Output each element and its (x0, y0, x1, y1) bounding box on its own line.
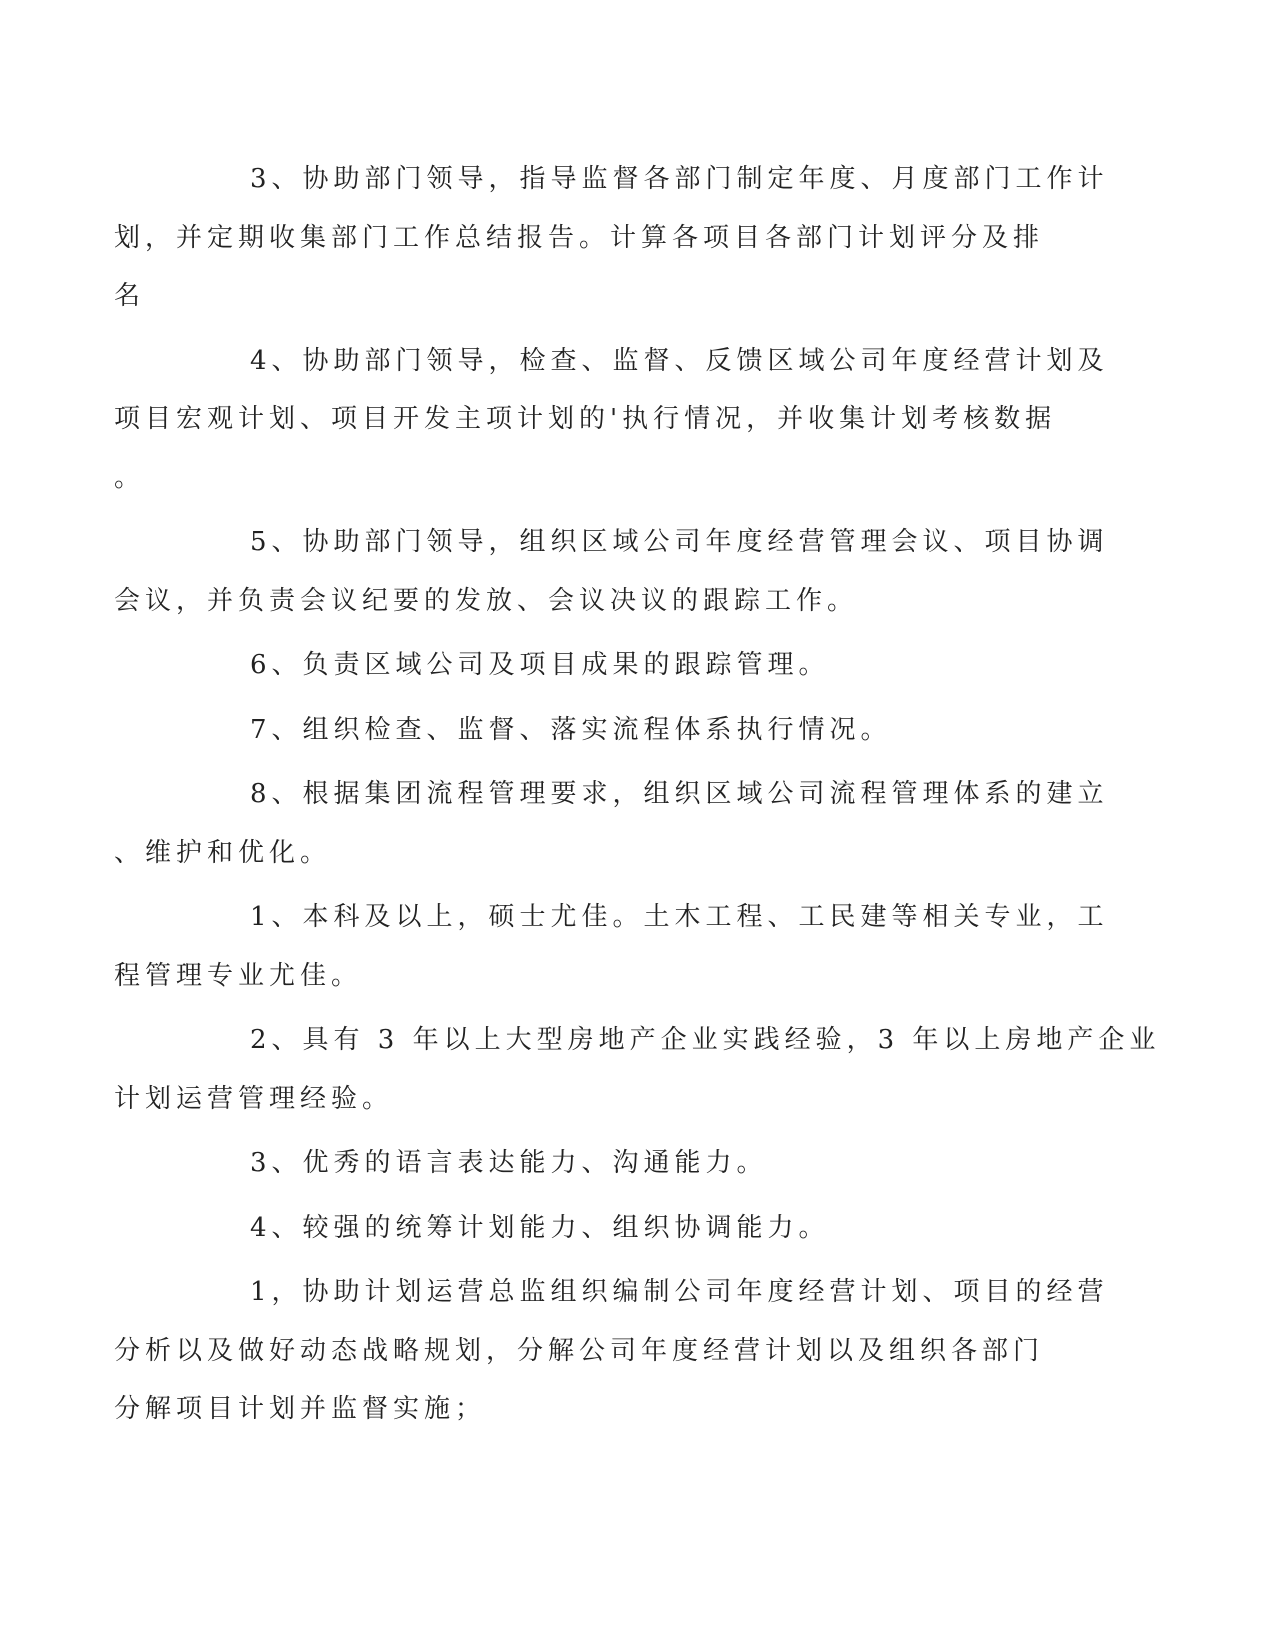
text-line: 2、具有 3 年以上大型房地产企业实践经验，3 年以上房地产企业 (250, 1025, 1161, 1055)
text-line: 、维护和优化。 (114, 837, 332, 868)
text-line: 计划运营管理经验。 (114, 1083, 394, 1114)
paragraph-duty-8 (114, 765, 1109, 882)
text-line: 程管理专业尤佳。 (114, 960, 363, 991)
text-line: 6、负责区域公司及项目成果的跟踪管理。 (250, 650, 830, 680)
paragraph-duty-6 (182, 636, 1032, 695)
document-body (114, 150, 1161, 1445)
text-line: 分析以及做好动态战略规划，分解公司年度经营计划以及组织各部门 (114, 1335, 1045, 1366)
text-line: 分解项目计划并监督实施； (114, 1394, 487, 1424)
text-line: 1，协助计划运营总监组织编制公司年度经营计划、项目的经营 (250, 1277, 1109, 1307)
text-line: 1、本科及以上，硕士尤佳。土木工程、工民建等相关专业，工 (250, 902, 1109, 932)
text-line: 7、组织检查、监督、落实流程体系执行情况。 (250, 714, 892, 745)
text-line: 名 (114, 281, 146, 311)
paragraph-requirement-2 (114, 1011, 1161, 1128)
paragraph-requirement-4 (182, 1199, 1032, 1258)
paragraph-requirement-1 (114, 888, 1109, 1005)
text-line: 5、协助部门领导，组织区域公司年度经营管理会议、项目协调 (250, 527, 1109, 557)
text-line: 项目宏观计划、项目开发主项计划的'执行情况，并收集计划考核数据 (114, 404, 1057, 434)
paragraph-requirement-3 (182, 1134, 1032, 1193)
paragraph-duty-5 (114, 513, 1109, 630)
text-line: 4、较强的统筹计划能力、组织协调能力。 (250, 1212, 830, 1243)
paragraph-duty-3 (114, 150, 1109, 326)
text-line: 。 (114, 462, 146, 493)
text-line: 3、协助部门领导，指导监督各部门制定年度、月度部门工作计 (250, 164, 1109, 194)
text-line: 划，并定期收集部门工作总结报告。计算各项目各部门计划评分及排 (114, 222, 1045, 253)
text-line: 8、根据集团流程管理要求，组织区域公司流程管理体系的建立 (250, 779, 1109, 809)
paragraph-duty-assist (114, 1263, 1109, 1439)
paragraph-duty-4 (114, 332, 1109, 508)
text-line: 4、协助部门领导，检查、监督、反馈区域公司年度经营计划及 (250, 345, 1109, 376)
text-line: 3、优秀的语言表达能力、沟通能力。 (250, 1148, 768, 1178)
text-line: 会议，并负责会议纪要的发放、会议决议的跟踪工作。 (114, 585, 859, 616)
paragraph-duty-7 (182, 701, 1032, 760)
